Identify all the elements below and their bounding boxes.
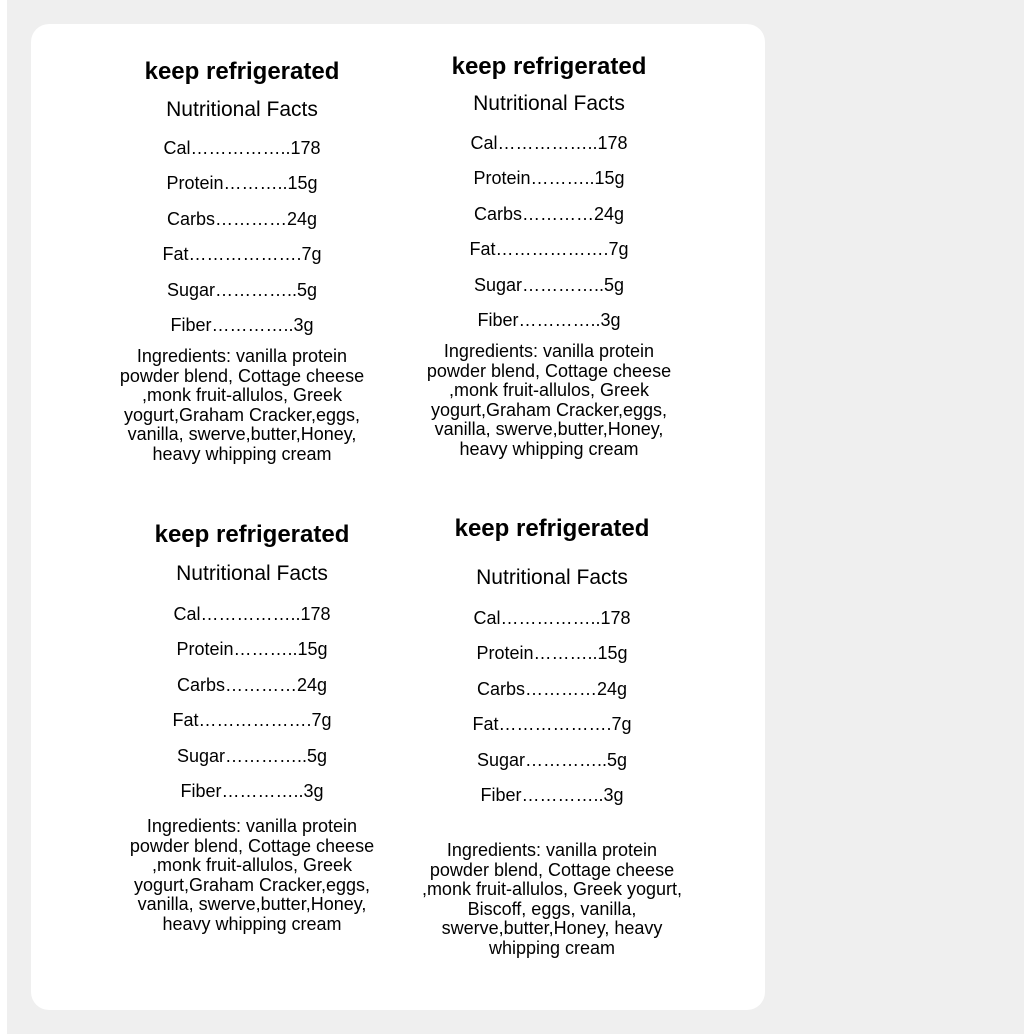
fact-leader: ………….. xyxy=(525,749,608,770)
nutrition-facts-list xyxy=(404,132,694,344)
fact-name: Sugar xyxy=(166,279,215,300)
fact-name: Protein xyxy=(473,168,531,189)
fact-value: 178 xyxy=(300,604,331,624)
fact-name: Fiber xyxy=(180,780,222,801)
fact-value: 5g xyxy=(307,745,328,766)
fact-row-fiber xyxy=(107,780,397,815)
ingredients-text: Ingredients: vanilla protein powder blend, Cottage cheese ,monk fruit-allulos, Greek yogurt,Graham Cracker,eggs, vanilla, swerve,butter,Honey, heavy whipping cream xyxy=(129,816,375,934)
fact-value: 3g xyxy=(303,780,324,801)
ingredients-text: Ingredients: vanilla protein powder blend, Cottage cheese ,monk fruit-allulos, Greek yogurt,Graham Cracker,eggs, vanilla, swerve,butter,Honey, heavy whipping cream xyxy=(119,346,365,464)
fact-leader: ………… xyxy=(521,203,594,224)
fact-leader: ……….. xyxy=(530,168,595,189)
fact-name: Protein xyxy=(166,173,224,194)
fact-name: Carbs xyxy=(476,678,525,699)
fact-value: 7g xyxy=(311,710,332,731)
fact-row-fat xyxy=(407,713,697,748)
fact-value: 5g xyxy=(607,749,628,770)
fact-name: Fat xyxy=(469,239,496,260)
fact-leader: ………………. xyxy=(498,714,612,735)
fact-name: Fiber xyxy=(480,784,522,805)
fact-value: 7g xyxy=(611,714,632,735)
fact-name: Cal xyxy=(173,604,201,624)
nutrition-label-1 xyxy=(97,58,387,464)
fact-value: 5g xyxy=(297,279,318,300)
fact-row-cal xyxy=(107,603,397,638)
fact-leader: …………….. xyxy=(190,138,291,158)
fact-value: 5g xyxy=(604,274,625,295)
fact-value: 24g xyxy=(593,203,625,224)
fact-leader: ………………. xyxy=(188,244,302,265)
fact-row-cal xyxy=(97,137,387,172)
fact-value: 7g xyxy=(608,239,629,260)
fact-value: 3g xyxy=(600,309,621,330)
fact-leader: ………….. xyxy=(215,279,298,300)
fact-name: Carbs xyxy=(176,674,225,695)
fact-row-fat xyxy=(404,238,694,273)
nutrition-subtitle: Nutritional Facts xyxy=(476,566,628,589)
fact-leader: ………… xyxy=(524,678,597,699)
fact-value: 178 xyxy=(597,133,628,153)
nutrition-subtitle: Nutritional Facts xyxy=(166,98,318,121)
fact-leader: ………… xyxy=(224,674,297,695)
fact-name: Fat xyxy=(172,710,199,731)
fact-leader: ………….. xyxy=(518,309,601,330)
fact-row-sugar xyxy=(404,274,694,309)
fact-row-protein xyxy=(407,642,697,677)
fact-leader: …………….. xyxy=(500,608,601,628)
fact-name: Carbs xyxy=(473,203,522,224)
nutrition-subtitle: Nutritional Facts xyxy=(473,92,625,115)
fact-row-fiber xyxy=(407,784,697,819)
nutrition-facts-list xyxy=(407,607,697,819)
fact-leader: ……….. xyxy=(533,643,598,664)
fact-value: 15g xyxy=(297,639,328,660)
fact-name: Fiber xyxy=(477,309,519,330)
fact-value: 7g xyxy=(301,244,322,265)
fact-row-cal xyxy=(407,607,697,642)
fact-row-fat xyxy=(97,243,387,278)
fact-row-carbs xyxy=(404,203,694,238)
ingredients-text: Ingredients: vanilla protein powder blend, Cottage cheese ,monk fruit-allulos, Greek yogurt, Biscoff, eggs, vanilla, swerve,butter,Honey, heavy whipping cream xyxy=(421,840,683,958)
fact-row-sugar xyxy=(407,749,697,784)
fact-value: 3g xyxy=(603,784,624,805)
fact-leader: ………….. xyxy=(522,274,605,295)
fact-name: Protein xyxy=(176,639,234,660)
storage-heading: keep refrigerated xyxy=(451,53,647,80)
fact-name: Cal xyxy=(470,133,498,153)
fact-leader: ………………. xyxy=(198,710,312,731)
fact-leader: …………….. xyxy=(497,133,598,153)
fact-leader: …………….. xyxy=(200,604,301,624)
storage-heading: keep refrigerated xyxy=(454,515,650,542)
fact-value: 15g xyxy=(594,168,625,189)
ingredients-text: Ingredients: vanilla protein powder blend, Cottage cheese ,monk fruit-allulos, Greek yogurt,Graham Cracker,eggs, vanilla, swerve,butter,Honey, heavy whipping cream xyxy=(426,341,672,459)
fact-leader: ………………. xyxy=(495,239,609,260)
nutrition-label-3 xyxy=(107,521,397,934)
fact-name: Carbs xyxy=(166,208,215,229)
fact-row-cal xyxy=(404,132,694,167)
fact-row-fiber xyxy=(97,314,387,349)
nutrition-label-4 xyxy=(407,515,697,958)
fact-leader: ……….. xyxy=(223,173,288,194)
fact-leader: ………….. xyxy=(221,780,304,801)
fact-name: Sugar xyxy=(473,274,522,295)
fact-name: Sugar xyxy=(176,745,225,766)
left-edge-strip xyxy=(0,0,7,1034)
label-sheet xyxy=(31,24,765,1010)
fact-value: 24g xyxy=(286,208,318,229)
fact-name: Fat xyxy=(162,244,189,265)
nutrition-facts-list xyxy=(97,137,387,349)
fact-row-protein xyxy=(107,638,397,673)
fact-name: Cal xyxy=(473,608,501,628)
fact-value: 24g xyxy=(596,678,628,699)
fact-row-carbs xyxy=(97,208,387,243)
fact-value: 15g xyxy=(597,643,628,664)
fact-leader: ………….. xyxy=(521,784,604,805)
fact-name: Cal xyxy=(163,138,191,158)
nutrition-subtitle: Nutritional Facts xyxy=(176,562,328,585)
fact-row-protein xyxy=(97,172,387,207)
fact-value: 24g xyxy=(296,674,328,695)
fact-leader: ………….. xyxy=(211,314,294,335)
fact-row-protein xyxy=(404,167,694,202)
fact-name: Protein xyxy=(476,643,534,664)
fact-value: 15g xyxy=(287,173,318,194)
fact-leader: ………… xyxy=(214,208,287,229)
fact-value: 178 xyxy=(290,138,321,158)
fact-name: Fiber xyxy=(170,314,212,335)
fact-name: Sugar xyxy=(476,749,525,770)
nutrition-facts-list xyxy=(107,603,397,815)
fact-row-sugar xyxy=(97,279,387,314)
storage-heading: keep refrigerated xyxy=(144,58,340,85)
fact-row-sugar xyxy=(107,745,397,780)
fact-row-fiber xyxy=(404,309,694,344)
nutrition-label-2 xyxy=(404,53,694,459)
storage-heading: keep refrigerated xyxy=(154,521,350,548)
fact-name: Fat xyxy=(472,714,499,735)
fact-leader: ……….. xyxy=(233,639,298,660)
fact-value: 178 xyxy=(600,608,631,628)
fact-value: 3g xyxy=(293,314,314,335)
fact-row-fat xyxy=(107,709,397,744)
fact-row-carbs xyxy=(407,678,697,713)
fact-row-carbs xyxy=(107,674,397,709)
fact-leader: ………….. xyxy=(225,745,308,766)
